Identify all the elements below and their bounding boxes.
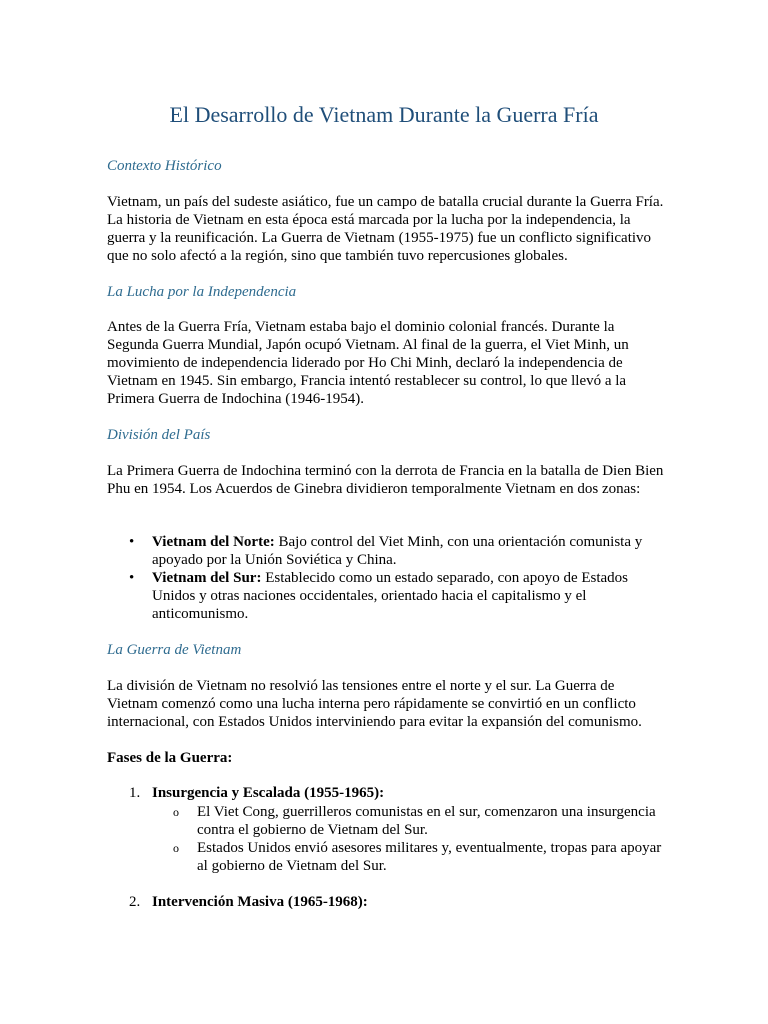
document-title: El Desarrollo de Vietnam Durante la Guerra Fría	[169, 102, 599, 127]
heading-contexto-historico: Contexto Histórico	[107, 158, 222, 174]
heading-lucha-independencia: La Lucha por la Independencia	[107, 284, 297, 300]
phase-subitem	[173, 839, 667, 875]
list-item-vietnam-sur	[129, 569, 662, 623]
phase-item-2	[129, 893, 662, 911]
list-item-vietnam-norte	[129, 533, 662, 569]
phase-title: Intervención Masiva (1965-1968):	[152, 894, 368, 910]
phase-title: Insurgencia y Escalada (1955-1965):	[152, 785, 385, 801]
bullet-icon: •	[129, 534, 135, 550]
heading-division-pais: División del País	[107, 427, 211, 443]
phases-label: Fases de la Guerra:	[107, 750, 233, 766]
subitem-text: Estados Unidos envió asesores militares y, eventualmente, tropas para apoyar al gobierno de Vietnam del Sur.	[197, 840, 662, 874]
subitem-text: El Viet Cong, guerrilleros comunistas en el sur, comenzaron una insurgencia contra el gobierno de Vietnam del Sur.	[197, 804, 656, 838]
paragraph-lucha: Antes de la Guerra Fría, Vietnam estaba bajo el dominio colonial francés. Durante la Segunda Guerra Mundial, Japón ocupó Vietnam. Al final de la guerra, el Viet Minh, un movimiento de independencia liderado por Ho Chi Minh, declaró la independencia de Vietnam en 1945. Sin embargo, Francia intentó restablecer su control, lo que llevó a la Primera Guerra de Indochina (1946-1954).	[107, 319, 629, 407]
paragraph-division: La Primera Guerra de Indochina terminó con la derrota de Francia en la batalla de Dien Bien Phu en 1954. Los Acuerdos de Ginebra dividieron temporalmente Vietnam en dos zonas:	[107, 463, 664, 497]
list-number: 1.	[129, 785, 141, 801]
circle-bullet-icon: o	[173, 805, 179, 819]
bullet-icon: •	[129, 570, 135, 586]
circle-bullet-icon: o	[173, 841, 179, 855]
heading-guerra-vietnam: La Guerra de Vietnam	[107, 642, 242, 658]
list-item-text: Bajo control del Viet Minh, con una orientación comunista y apoyado por la Unión Soviética y China.	[152, 534, 643, 568]
phase-item-1	[129, 784, 662, 802]
paragraph-guerra: La división de Vietnam no resolvió las tensiones entre el norte y el sur. La Guerra de Vietnam comenzó como una lucha interna pero rápidamente se convirtió en un conflicto internacional, con Estados Unidos interviniendo para evitar la expansión del comunismo.	[107, 678, 642, 730]
list-item-label: Vietnam del Norte:	[152, 534, 275, 550]
list-item-label: Vietnam del Sur:	[152, 570, 262, 586]
paragraph-contexto: Vietnam, un país del sudeste asiático, fue un campo de batalla crucial durante la Guerra Fría. La historia de Vietnam en esta época está marcada por la lucha por la independencia, la guerra y la reunificación. La Guerra de Vietnam (1955-1975) fue un conflicto significativo que no solo afectó a la región, sino que también tuvo repercusiones globales.	[107, 194, 664, 264]
list-number: 2.	[129, 894, 141, 910]
phase-subitem	[173, 803, 667, 839]
list-item-text: Establecido como un estado separado, con apoyo de Estados Unidos y otras naciones occidentales, orientado hacia el capitalismo y el anticomunismo.	[152, 570, 629, 622]
